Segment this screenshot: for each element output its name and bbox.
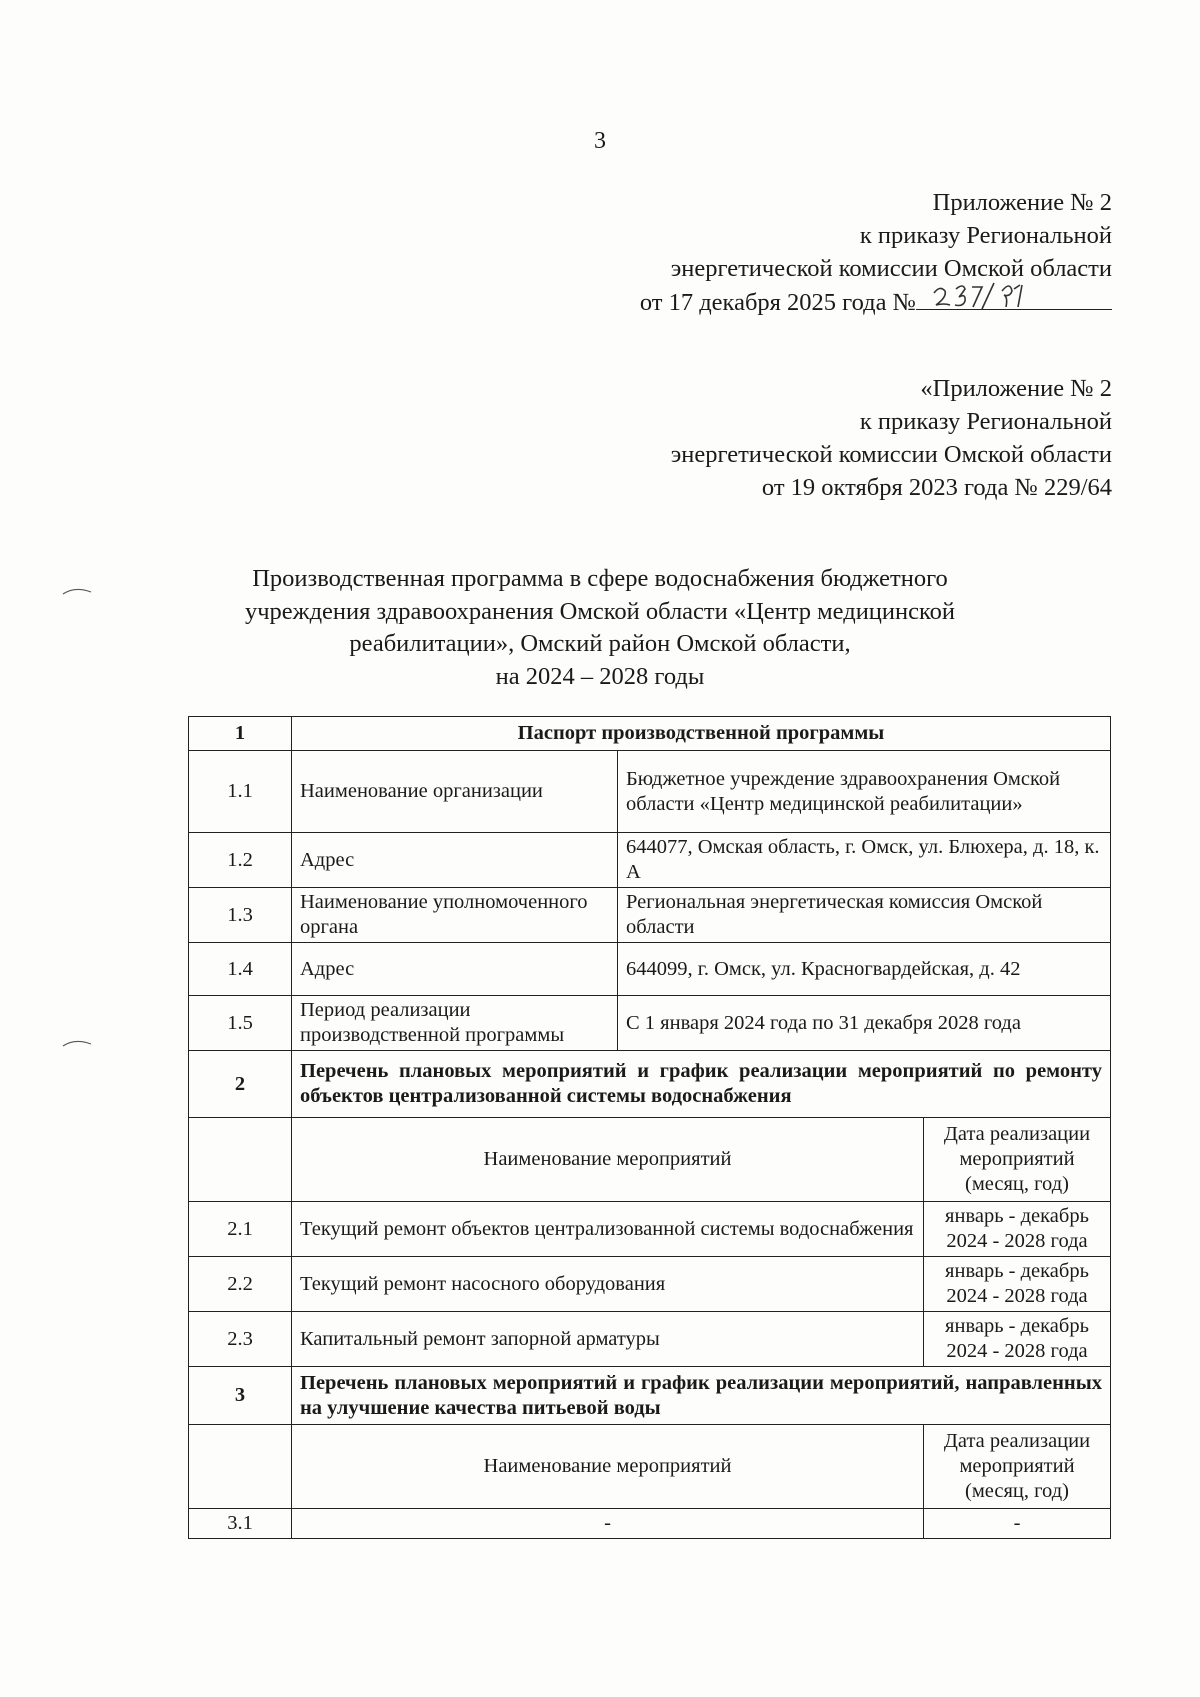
event-name: Текущий ремонт насосного оборудования (292, 1257, 924, 1312)
event-name: - (292, 1509, 924, 1539)
row-value: Региональная энергетическая комиссия Омской области (618, 888, 1111, 943)
empty-cell (189, 1118, 292, 1202)
row-number: 2.1 (189, 1202, 292, 1257)
row-number: 1.3 (189, 888, 292, 943)
scan-artifact-mark (62, 586, 92, 596)
event-date: январь - декабрь 2024 - 2028 года (924, 1202, 1111, 1257)
section-number: 1 (189, 717, 292, 751)
event-date: - (924, 1509, 1111, 1539)
event-name: Текущий ремонт объектов централизованной системы водоснабжения (292, 1202, 924, 1257)
table-row (189, 1202, 1111, 1257)
header-date-text: от 17 декабря 2025 года № (639, 289, 916, 316)
row-label: Период реализации производственной программы (292, 996, 618, 1051)
column-header-row (189, 1118, 1111, 1202)
title-line: на 2024 – 2028 годы (495, 662, 705, 690)
header-line: «Приложение № 2 (920, 375, 1112, 402)
section-header-row (189, 717, 1111, 751)
header-line: энергетической комиссии Омской области (670, 255, 1112, 282)
row-value: С 1 января 2024 года по 31 декабря 2028 года (618, 996, 1111, 1051)
section-title: Паспорт производственной программы (292, 717, 1111, 751)
title-line: Производственная программа в сфере водоснабжения бюджетного (252, 565, 948, 592)
document-title (180, 563, 1020, 693)
header-line: к приказу Региональной (859, 222, 1112, 249)
event-name: Капитальный ремонт запорной арматуры (292, 1312, 924, 1367)
section-title: Перечень плановых мероприятий и график реализации мероприятий по ремонту объектов централизованной системы водоснабжения (292, 1051, 1111, 1118)
appendix-header-original (671, 372, 1112, 504)
scan-artifact-mark (62, 1038, 92, 1048)
section-header-row (189, 1051, 1111, 1118)
header-line: к приказу Региональной (859, 408, 1112, 435)
row-number: 1.1 (189, 751, 292, 833)
event-date: январь - декабрь 2024 - 2028 года (924, 1312, 1111, 1367)
title-line: учреждения здравоохранения Омской области «Центр медицинской (244, 597, 956, 625)
title-line: реабилитации», Омский район Омской области, (349, 630, 851, 657)
row-label: Наименование организации (292, 751, 618, 833)
table-row (189, 1257, 1111, 1312)
appendix-header-current (640, 186, 1112, 319)
row-label: Адрес (292, 833, 618, 888)
handwritten-number-signature (926, 279, 1056, 311)
table-row (189, 888, 1111, 943)
column-header-name: Наименование мероприятий (292, 1118, 924, 1202)
row-number: 1.5 (189, 996, 292, 1051)
header-line: Приложение № 2 (932, 189, 1112, 216)
row-number: 2.3 (189, 1312, 292, 1367)
table-row (189, 833, 1111, 888)
row-number: 1.2 (189, 833, 292, 888)
row-number: 1.4 (189, 943, 292, 996)
section-header-row (189, 1367, 1111, 1425)
table-row (189, 943, 1111, 996)
production-program-table (188, 716, 1111, 1539)
section-title: Перечень плановых мероприятий и график реализации мероприятий, направленных на улучшение качества питьевой воды (292, 1367, 1111, 1425)
row-value: Бюджетное учреждение здравоохранения Омской области «Центр медицинской реабилитации» (618, 751, 1111, 833)
row-number: 2.2 (189, 1257, 292, 1312)
header-date-line (640, 285, 1112, 319)
column-header-row (189, 1425, 1111, 1509)
row-number: 3.1 (189, 1509, 292, 1539)
empty-cell (189, 1425, 292, 1509)
row-value: 644077, Омская область, г. Омск, ул. Блюхера, д. 18, к. А (618, 833, 1111, 888)
column-header-date: Дата реализации мероприятий (месяц, год) (924, 1425, 1111, 1509)
header-line: энергетической комиссии Омской области (670, 441, 1112, 468)
section-number: 2 (189, 1051, 292, 1118)
event-date: январь - декабрь 2024 - 2028 года (924, 1257, 1111, 1312)
table-row (189, 1312, 1111, 1367)
section-number: 3 (189, 1367, 292, 1425)
row-label: Адрес (292, 943, 618, 996)
table-row (189, 751, 1111, 833)
column-header-name: Наименование мероприятий (292, 1425, 924, 1509)
table-row (189, 996, 1111, 1051)
page-number: 3 (594, 128, 606, 154)
table-row (189, 1509, 1111, 1539)
row-label: Наименование уполномоченного органа (292, 888, 618, 943)
header-line: от 19 октября 2023 года № 229/64 (761, 474, 1112, 501)
row-value: 644099, г. Омск, ул. Красногвардейская, д. 42 (618, 943, 1111, 996)
column-header-date: Дата реализации мероприятий (месяц, год) (924, 1118, 1111, 1202)
order-number-field (916, 285, 1112, 310)
